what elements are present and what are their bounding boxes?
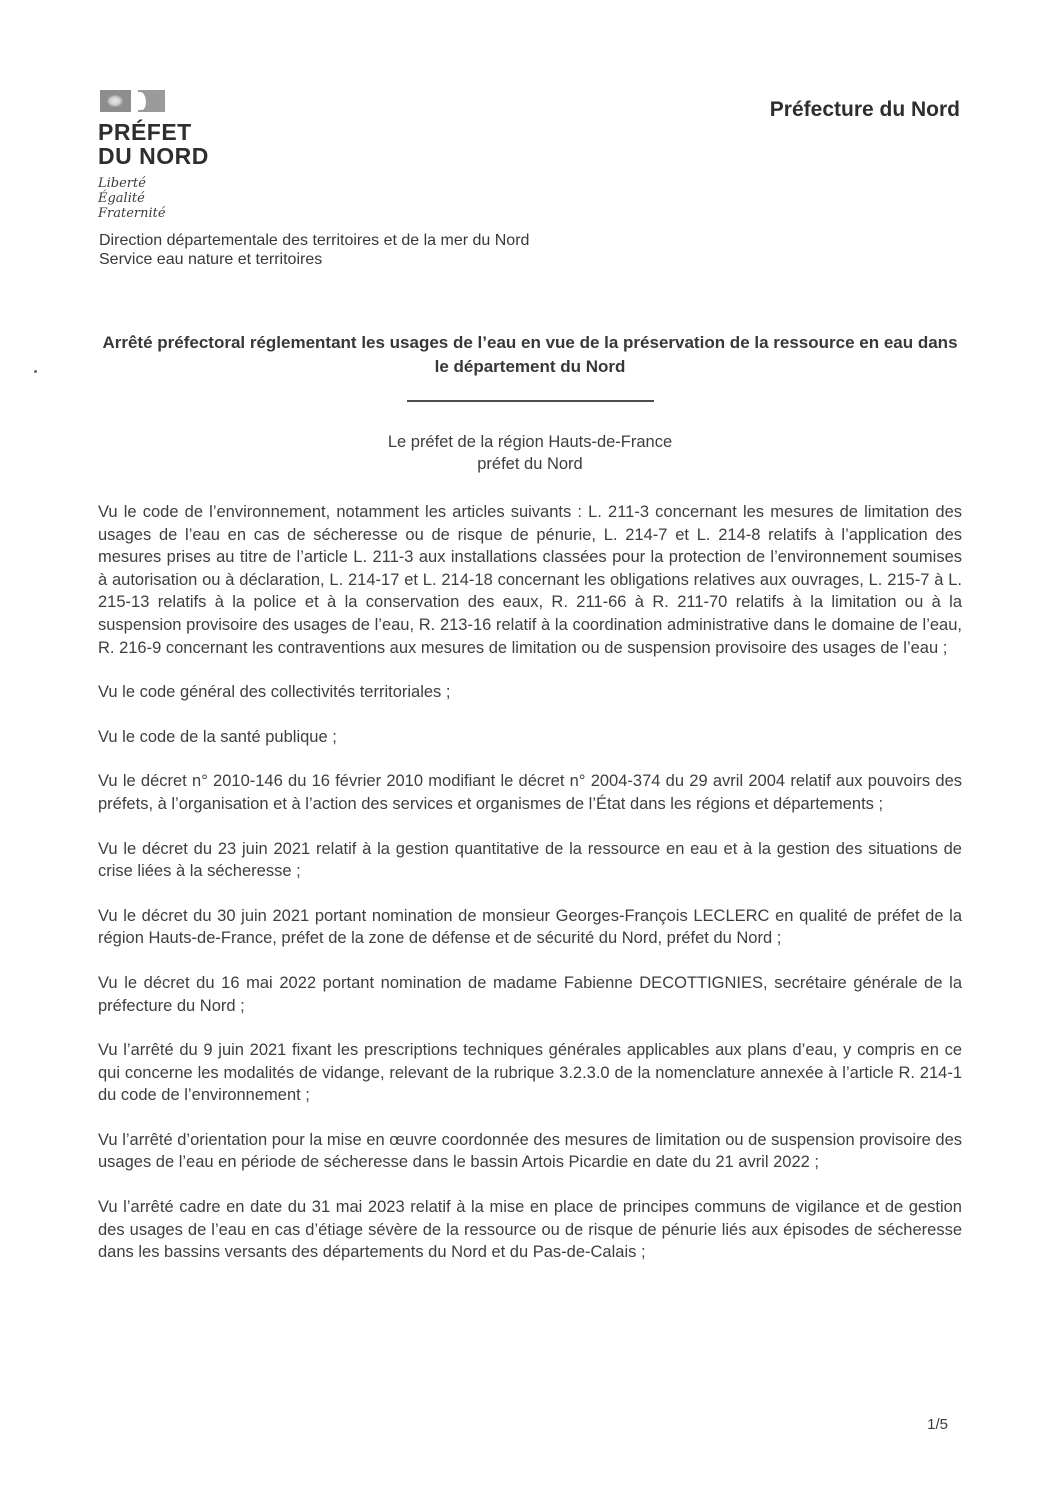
logo-title	[98, 120, 358, 168]
issuer-line2: préfet du Nord	[477, 455, 583, 473]
paragraph-visa-decret-2010: Vu le décret n° 2010-146 du 16 février 2010 modifiant le décret n° 2004-374 du 29 avril 2004 relatif aux pouvoirs des préfets, à l’organisation et à l’action des services et organismes de l’État dans les régions et départements ;	[98, 772, 962, 813]
scan-artifact-dot	[34, 370, 37, 373]
paragraph-visa-decret-16-mai-2022: Vu le décret du 16 mai 2022 portant nomination de madame Fabienne DECOTTIGNIES, secrétaire générale de la préfecture du Nord ;	[98, 973, 962, 1015]
logo-motto	[98, 176, 358, 221]
paragraph-visa-arrete-orientation: Vu l’arrêté d’orientation pour la mise en œuvre coordonnée des mesures de limitation ou de suspension provisoire des usages de l’eau en période de sécheresse dans le bassin Artois Picardie en date du 21 avril 2022 ;	[98, 1130, 962, 1172]
body-text	[98, 501, 962, 1264]
paragraph-visa-arrete-cadre-2023: Vu l’arrêté cadre en date du 31 mai 2023 relatif à la mise en place de principes communs de vigilance et de gestion des usages de l’eau en cas d’étiage sévère de la ressource ou de risque de pénurie liés aux épisodes de sécheresse dans les bassins versants des départements du Nord et du Pas-de-Calais ;	[98, 1198, 962, 1262]
motto-liberte: Liberté	[98, 176, 146, 191]
paragraph-visa-code-sante: Vu le code de la santé publique ;	[98, 727, 337, 746]
flag-right-block	[138, 90, 165, 112]
service-line-service: Service eau nature et territoires	[99, 251, 323, 268]
paragraph-visa-arrete-9-juin-2021: Vu l’arrêté du 9 juin 2021 fixant les prescriptions techniques générales applicables aux plans d’eau, y compris en ce qui concerne les modalités de vidange, relevant de la rubrique 3.2.3.0 de la nomenclature annexée à l’article R. 214-1 du code de l’environnement ;	[98, 1041, 962, 1105]
marianne-flag-icon	[100, 90, 358, 112]
paragraph-visa-code-collectivites: Vu le code général des collectivités territoriales ;	[98, 683, 451, 702]
flag-left-block	[100, 90, 131, 112]
issuer-block	[98, 431, 962, 475]
paragraph-visa-decret-30-juin-2021: Vu le décret du 30 juin 2021 portant nomination de monsieur Georges-François LECLERC en qualité de préfet de la région Hauts-de-France, préfet de la zone de défense et de sécurité du Nord, préfet du Nord ;	[98, 906, 962, 948]
service-line-direction: Direction départementale des territoires et de la mer du Nord	[99, 232, 530, 249]
paragraph-visa-code-environnement: Vu le code de l’environnement, notamment les articles suivants : L. 211-3 concernant les mesures de limitation des usages de l’eau en cas de sécheresse ou de risque de pénurie, L. 214-7 et L. 214-8 relatifs à l’application des mesures prises au titre de l’article L. 211-3 aux installations classées pour la protection de l’environnement soumises à autorisation ou à déclaration, L. 214-17 et L. 214-18 concernant les obligations relatives aux ouvrages, L. 215-7 à L. 215-13 relatifs à la police et à la conservation des eaux, R. 211-66 à R. 211-70 relatifs à la limitation ou à la suspension provisoire des usages de l’eau, R. 213-16 relatif à la coordination administrative dans le domaine de l’eau, R. 216-9 concernant les contraventions aux mesures de limitation ou de suspension provisoire des usages de l’eau ;	[98, 503, 962, 657]
motto-egalite: Égalité	[98, 191, 145, 206]
document-title: Arrêté préfectoral réglementant les usages de l’eau en vue de la préservation de la ressource en eau dans le département du Nord	[102, 333, 958, 376]
motto-fraternite: Fraternité	[98, 206, 166, 221]
prefecture-label: Préfecture du Nord	[769, 98, 960, 121]
service-block	[99, 231, 529, 269]
logo-title-line1: PRÉFET	[98, 119, 192, 145]
gov-logo	[98, 90, 358, 221]
document-content	[98, 331, 962, 1286]
issuer-line1: Le préfet de la région Hauts-de-France	[387, 433, 673, 451]
page-number: 1/5	[927, 1416, 948, 1433]
logo-title-line2: DU NORD	[98, 143, 209, 169]
title-divider	[407, 400, 654, 402]
paragraph-visa-decret-23-juin-2021: Vu le décret du 23 juin 2021 relatif à la gestion quantitative de la ressource en eau et à la gestion des situations de crise liées à la sécheresse ;	[98, 839, 962, 881]
